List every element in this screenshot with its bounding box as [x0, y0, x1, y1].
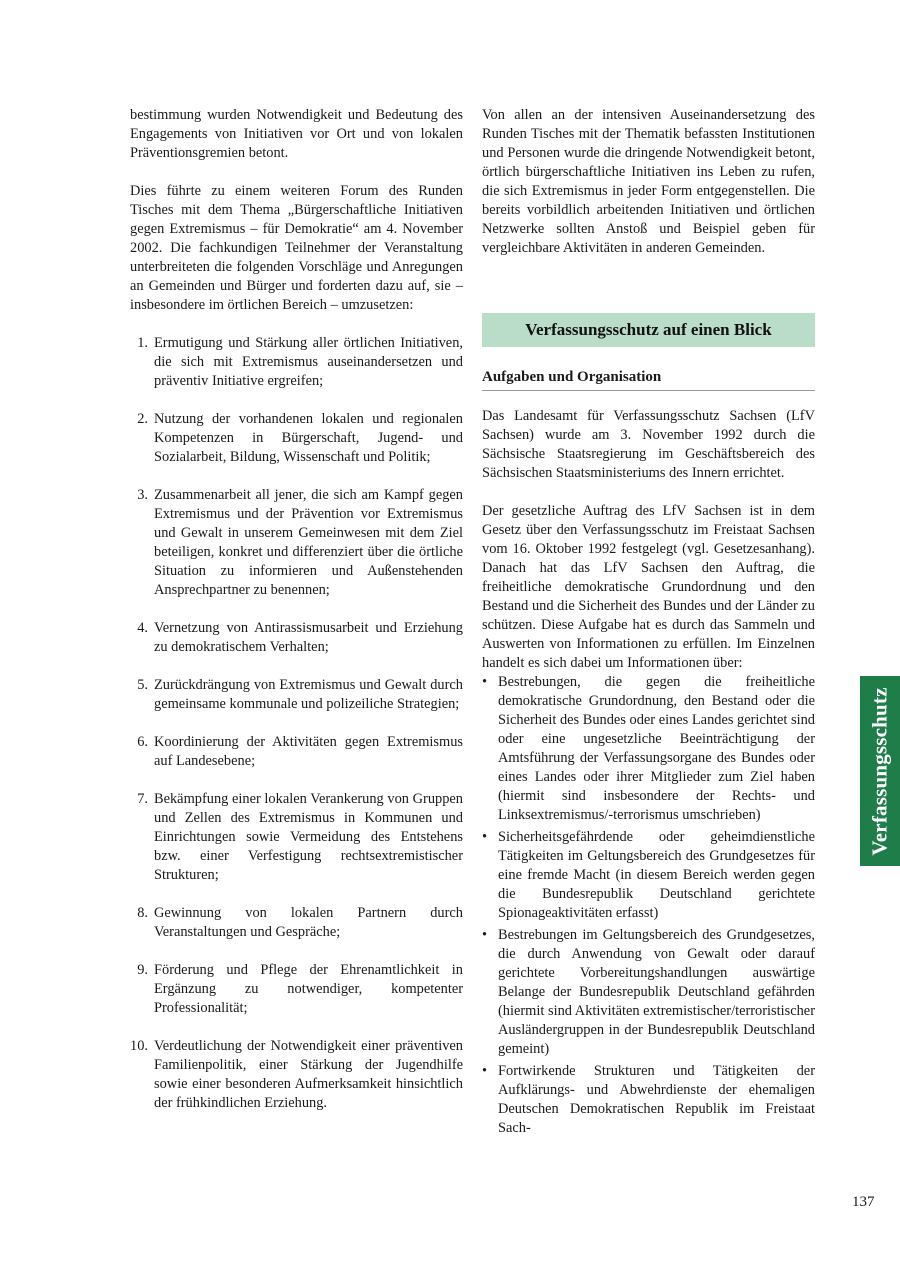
information-bullet-list — [482, 673, 815, 1138]
bullet-text: Bestrebungen im Geltungsbereich des Grundgesetzes, die durch Anwendung von Gewalt oder darauf gerichtete Vorbereitungshandlungen auswärtige Belange der Bundesrepublik Deutschland gefährden (hiermit sind Aktivitäten extremistischer/terroristischer Ausländergruppen in der Bundesrepublik Deutschland gemeint) — [498, 927, 815, 1057]
sub-heading: Aufgaben und Organisation — [482, 367, 815, 391]
bullet-text: Fortwirkende Strukturen und Tätigkeiten der Aufklärungs- und Abwehrdienste der ehemaligen Deutschen Demokratischen Republik im Freistaat Sach- — [498, 1063, 815, 1136]
chapter-side-tab-label: Verfassungsschutz — [867, 686, 892, 856]
list-number: 10. — [130, 1038, 148, 1054]
list-item — [130, 904, 463, 942]
list-item — [130, 676, 463, 714]
list-item — [130, 619, 463, 657]
list-text: Zusammenarbeit all jener, die sich am Kampf gegen Extremismus und der Prävention vor Extremismus und Gewalt in unserem Gemeinwesen mit dem Ziel beteiligen, konkret und differenziert über die örtliche Situation zu informieren und Außenstehenden Ansprechpartner zu benennen; — [154, 487, 463, 598]
chapter-side-tab — [860, 676, 900, 866]
list-text: Gewinnung von lokalen Partnern durch Veranstaltungen und Gespräche; — [154, 905, 463, 940]
bullet-icon: • — [482, 829, 488, 845]
list-number: 7. — [137, 791, 148, 807]
list-item — [130, 410, 463, 467]
list-text: Bekämpfung einer lokalen Verankerung von Gruppen und Zellen des Extremismus in Kommunen und Einrichtungen sowie Vermeidung des Entstehens bzw. einer Verfestigung rechtsextremistischer Strukturen; — [154, 791, 463, 883]
forum-paragraph: Dies führte zu einem weiteren Forum des Runden Tisches mit dem Thema „Bürgerschaftliche Initiativen gegen Extremismus – für Demokratie“ am 4. November 2002. Die fachkundigen Teilnehmer der Veranstaltung unterbreiteten die folgenden Vorschläge und Anregungen an Gemeinden und Bürger und forderten dazu auf, sie – insbesondere im örtlichen Bereich – umzusetzen: — [130, 183, 463, 313]
list-text: Verdeutlichung der Notwendigkeit einer präventiven Familienpolitik, einer Stärkung der Jugendhilfe sowie einer besonderen Aufmerksamkeit hinsichtlich der frühkindlichen Erziehung. — [154, 1038, 463, 1111]
bullet-text: Bestrebungen, die gegen die freiheitliche demokratische Grundordnung, den Bestand oder die Sicherheit des Bundes oder eines Landes gerichtet sind oder eine ungesetzliche Beeinträchtigung der Amtsführung der Verfassungsorgane des Bundes oder eines Landes oder ihrer Mitglieder zum Ziel haben (hiermit sind insbesondere der Rechts- und Linksextremismus/-terrorismus umschrieben) — [498, 674, 815, 823]
list-text: Koordinierung der Aktivitäten gegen Extremismus auf Landesebene; — [154, 734, 463, 769]
list-item — [482, 926, 815, 1059]
list-item — [130, 1037, 463, 1113]
bullet-icon: • — [482, 1063, 488, 1079]
list-item — [130, 790, 463, 885]
list-item — [482, 1062, 815, 1138]
list-number: 1. — [137, 335, 148, 351]
list-item — [482, 828, 815, 923]
list-text: Nutzung der vorhandenen lokalen und regionalen Kompetenzen in Bürgerschaft, Jugend- und Sozialarbeit, Bildung, Wissenschaft und Politik; — [154, 411, 463, 465]
list-text: Zurückdrängung von Extremismus und Gewalt durch gemeinsame kommunale und polizeiliche Strategien; — [154, 677, 463, 712]
list-number: 4. — [137, 620, 148, 636]
list-item — [130, 961, 463, 1018]
list-number: 3. — [137, 487, 148, 503]
list-number: 6. — [137, 734, 148, 750]
list-number: 2. — [137, 411, 148, 427]
right-column — [482, 106, 815, 1141]
list-item — [130, 733, 463, 771]
list-item — [130, 334, 463, 391]
bullet-text: Sicherheitsgefährdende oder geheimdienstliche Tätigkeiten im Geltungsbereich des Grundgesetzes für eine fremde Macht (in diesem Bereich werden gegen die Bundesrepublik Deutschland gerichtete Spionageaktivitäten erfasst) — [498, 829, 815, 921]
proposal-list — [130, 334, 463, 1113]
list-text: Förderung und Pflege der Ehrenamtlichkeit in Ergänzung zu notwendiger, kompetenter Professionalität; — [154, 962, 463, 1016]
section-box-heading: Verfassungsschutz auf einen Blick — [482, 313, 815, 347]
list-text: Ermutigung und Stärkung aller örtlichen Initiativen, die sich mit Extremismus auseinandersetzen und präventiv Initiative ergreifen; — [154, 335, 463, 389]
right-intro-paragraph: Von allen an der intensiven Auseinandersetzung des Runden Tisches mit der Thematik befassten Institutionen und Personen wurde die dringende Notwendigkeit betont, örtlich bürgerschaftliche Initiativen ins Leben zu rufen, die sich Extremismus in jeder Form entgegenstellen. Die bereits vorbildlich arbeitenden Initiativen und örtlichen Netzwerke sollten Anstoß und Beispiel geben für vergleichbare Aktivitäten in anderen Gemeinden. — [482, 107, 815, 256]
intro-paragraph: bestimmung wurden Notwendigkeit und Bedeutung des Engagements von Initiativen vor Ort und von lokalen Präventionsgremien betont. — [130, 107, 463, 161]
list-number: 9. — [137, 962, 148, 978]
list-item — [130, 486, 463, 600]
page-number: 137 — [852, 1194, 875, 1210]
list-text: Vernetzung von Antirassismusarbeit und Erziehung zu demokratischem Verhalten; — [154, 620, 463, 655]
bullet-icon: • — [482, 674, 488, 690]
list-number: 5. — [137, 677, 148, 693]
left-column — [130, 106, 463, 1113]
lfv-mandate-paragraph: Der gesetzliche Auftrag des LfV Sachsen ist in dem Gesetz über den Verfassungsschutz im Freistaat Sachsen vom 16. Oktober 1992 festgelegt (vgl. Gesetzesanhang). Danach hat das LfV Sachsen den Auftrag, die freiheitliche demokratische Grundordnung und den Bestand und die Sicherheit des Bundes und der Länder zu schützen. Diese Aufgabe hat es durch das Sammeln und Auswerten von Informationen zu erfüllen. Im Einzelnen handelt es sich dabei um Informationen über: — [482, 503, 815, 671]
lfv-founding-paragraph: Das Landesamt für Verfassungsschutz Sachsen (LfV Sachsen) wurde am 3. November 1992 durch die Sächsische Staatsregierung im Geschäftsbereich des Sächsischen Staatsministeriums des Innern errichtet. — [482, 408, 815, 481]
bullet-icon: • — [482, 927, 488, 943]
list-item — [482, 673, 815, 825]
list-number: 8. — [137, 905, 148, 921]
